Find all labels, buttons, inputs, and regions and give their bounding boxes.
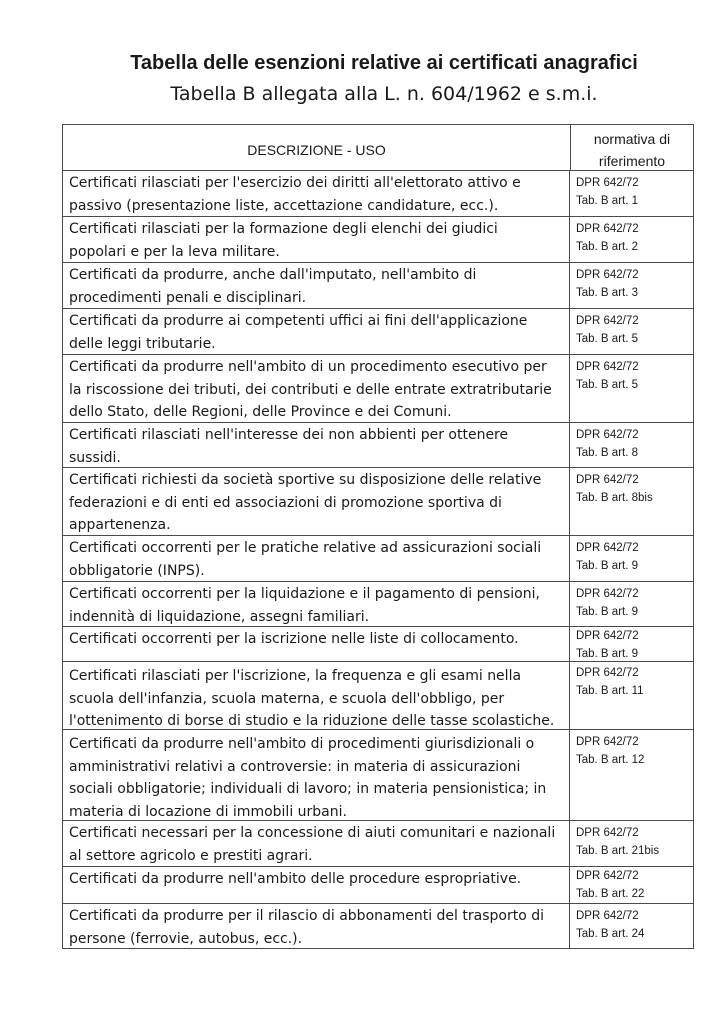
reference-article: Tab. B art. 9: [576, 606, 639, 618]
table-row: [63, 217, 693, 263]
reference-article: Tab. B art. 22: [576, 888, 645, 900]
description-line: Certificati rilasciati per la formazione degli elenchi dei giudici: [69, 221, 498, 237]
reference-article: Tab. B art. 1: [576, 195, 639, 207]
row-description: [63, 662, 570, 729]
reference-article: Tab. B art. 24: [576, 928, 645, 940]
row-reference: [570, 468, 693, 535]
row-description: [63, 582, 570, 626]
reference-law: DPR 642/72: [576, 361, 639, 373]
description-line: Certificati da produrre nell'ambito di un procedimento esecutivo per: [69, 359, 547, 375]
description-line: appartenenza.: [69, 517, 171, 533]
row-reference: [570, 662, 693, 729]
row-description: [63, 355, 570, 422]
reference-article: Tab. B art. 12: [576, 754, 645, 766]
description-line: amministrativi relativi a controversie: in materia di assicurazioni: [69, 758, 521, 775]
table-row: [63, 309, 693, 355]
description-line: dello Stato, delle Regioni, delle Province e dei Comuni.: [69, 404, 452, 420]
row-reference: [570, 627, 693, 661]
row-description: [63, 627, 570, 661]
description-line: procedimenti penali e disciplinari.: [69, 289, 307, 306]
table-row: [63, 355, 693, 423]
table-row: [63, 662, 693, 730]
description-line: Certificati occorrenti per la iscrizione nelle liste di collocamento.: [69, 631, 519, 647]
row-reference: [570, 263, 693, 308]
reference-article: Tab. B art. 5: [576, 379, 639, 391]
document-subtitle: Tabella B allegata alla L. n. 604/1962 e s.m.i.: [170, 83, 598, 105]
description-line: Certificati rilasciati per l'iscrizione, la frequenza e gli esami nella: [69, 668, 522, 684]
reference-article: Tab. B art. 9: [576, 648, 639, 660]
row-reference: [570, 821, 693, 866]
row-reference: [570, 730, 693, 820]
reference-article: Tab. B art. 11: [576, 685, 644, 697]
description-line: sociali obbligatorie; individuali di lavoro; in materia pensionistica; in: [69, 781, 547, 797]
row-reference: [570, 904, 693, 948]
row-description: [63, 171, 570, 216]
reference-law: DPR 642/72: [576, 429, 639, 441]
table-row: [63, 730, 693, 821]
description-line: persone (ferrovie, autobus, ecc.).: [69, 930, 303, 947]
row-description: [63, 867, 570, 903]
description-line: delle leggi tributarie.: [69, 335, 216, 352]
description-line: Certificati da produrre ai competenti uffici ai fini dell'applicazione: [69, 313, 528, 329]
header-description-column: DESCRIZIONE - USO: [63, 125, 571, 170]
reference-law: DPR 642/72: [576, 542, 639, 554]
row-description: [63, 821, 570, 866]
table-header-row: [63, 125, 693, 171]
table-row: [63, 468, 693, 536]
table-row: [63, 263, 693, 309]
reference-article: Tab. B art. 9: [576, 560, 639, 572]
row-reference: [570, 582, 693, 626]
reference-law: DPR 642/72: [576, 474, 639, 486]
reference-article: Tab. B art. 8: [576, 447, 639, 459]
row-reference: [570, 536, 693, 581]
reference-law: DPR 642/72: [576, 223, 639, 235]
row-description: [63, 263, 570, 308]
reference-law: DPR 642/72: [576, 870, 639, 882]
row-reference: [570, 423, 693, 467]
reference-article: Tab. B art. 3: [576, 287, 639, 299]
row-description: [63, 904, 570, 948]
description-line: scuola dell'infanzia, scuola materna, e scuola dell'obbligo, per: [69, 690, 505, 707]
description-line: passivo (presentazione liste, accettazione candidature, ecc.).: [69, 197, 499, 214]
row-reference: [570, 217, 693, 262]
row-description: [63, 309, 570, 354]
description-line: popolari e per la leva militare.: [69, 243, 280, 260]
reference-law: DPR 642/72: [576, 588, 639, 600]
reference-article: Tab. B art. 21bis: [576, 845, 660, 857]
table-row: [63, 904, 693, 949]
description-line: Certificati da produrre, anche dall'imputato, nell'ambito di: [69, 267, 477, 283]
exemptions-table: [62, 124, 694, 949]
description-line: obbligatorie (INPS).: [69, 562, 205, 579]
row-description: [63, 217, 570, 262]
description-line: Certificati da produrre nell'ambito delle procedure espropriative.: [69, 871, 522, 887]
table-row: [63, 867, 693, 904]
description-line: federazioni e di enti ed associazioni di promozione sportiva di: [69, 494, 502, 511]
reference-law: DPR 642/72: [576, 269, 639, 281]
table-row: [63, 582, 693, 627]
description-line: Certificati richiesti da società sportive su disposizione delle relative: [69, 472, 542, 488]
reference-law: DPR 642/72: [576, 177, 639, 189]
description-line: Certificati da produrre nell'ambito di procedimenti giurisdizionali o: [69, 736, 535, 752]
document-title: Tabella delle esenzioni relative ai certificati anagrafici: [130, 52, 638, 74]
description-line: sussidi.: [69, 449, 121, 466]
row-reference: [570, 867, 693, 903]
description-line: al settore agricolo e prestiti agrari.: [69, 847, 313, 864]
description-line: l'ottenimento di borse di studio e la riduzione delle tasse scolastiche.: [69, 713, 555, 729]
row-description: [63, 423, 570, 467]
row-description: [63, 468, 570, 535]
reference-law: DPR 642/72: [576, 736, 639, 748]
row-reference: [570, 171, 693, 216]
description-line: Certificati da produrre per il rilascio di abbonamenti del trasporto di: [69, 908, 544, 924]
reference-law: DPR 642/72: [576, 667, 639, 679]
reference-law: DPR 642/72: [576, 630, 639, 642]
description-line: indennità di liquidazione, assegni familiari.: [69, 608, 370, 625]
table-row: [63, 821, 693, 867]
reference-article: Tab. B art. 2: [576, 241, 639, 253]
description-line: Certificati necessari per la concessione di aiuti comunitari e nazionali: [69, 825, 556, 841]
reference-law: DPR 642/72: [576, 827, 639, 839]
table-row: [63, 627, 693, 662]
header-reference-column: [571, 125, 693, 170]
description-line: la riscossione dei tributi, dei contributi e delle entrate extratributarie: [69, 381, 552, 398]
description-line: Certificati occorrenti per la liquidazione e il pagamento di pensioni,: [69, 586, 540, 602]
header-reference-line: riferimento: [598, 153, 666, 169]
header-reference-line: normativa di: [593, 131, 671, 147]
row-reference: [570, 355, 693, 422]
row-reference: [570, 309, 693, 354]
table-row: [63, 536, 693, 582]
row-description: [63, 536, 570, 581]
table-row: [63, 171, 693, 217]
reference-article: Tab. B art. 8bis: [576, 492, 653, 504]
reference-article: Tab. B art. 5: [576, 333, 639, 345]
description-line: materia di locazione di immobili urbani.: [69, 803, 347, 820]
description-line: Certificati rilasciati per l'esercizio dei diritti all'elettorato attivo e: [69, 175, 521, 191]
row-description: [63, 730, 570, 820]
reference-law: DPR 642/72: [576, 315, 639, 327]
reference-law: DPR 642/72: [576, 910, 639, 922]
table-row: [63, 423, 693, 468]
description-line: Certificati rilasciati nell'interesse dei non abbienti per ottenere: [69, 427, 509, 443]
description-line: Certificati occorrenti per le pratiche relative ad assicurazioni sociali: [69, 540, 542, 556]
